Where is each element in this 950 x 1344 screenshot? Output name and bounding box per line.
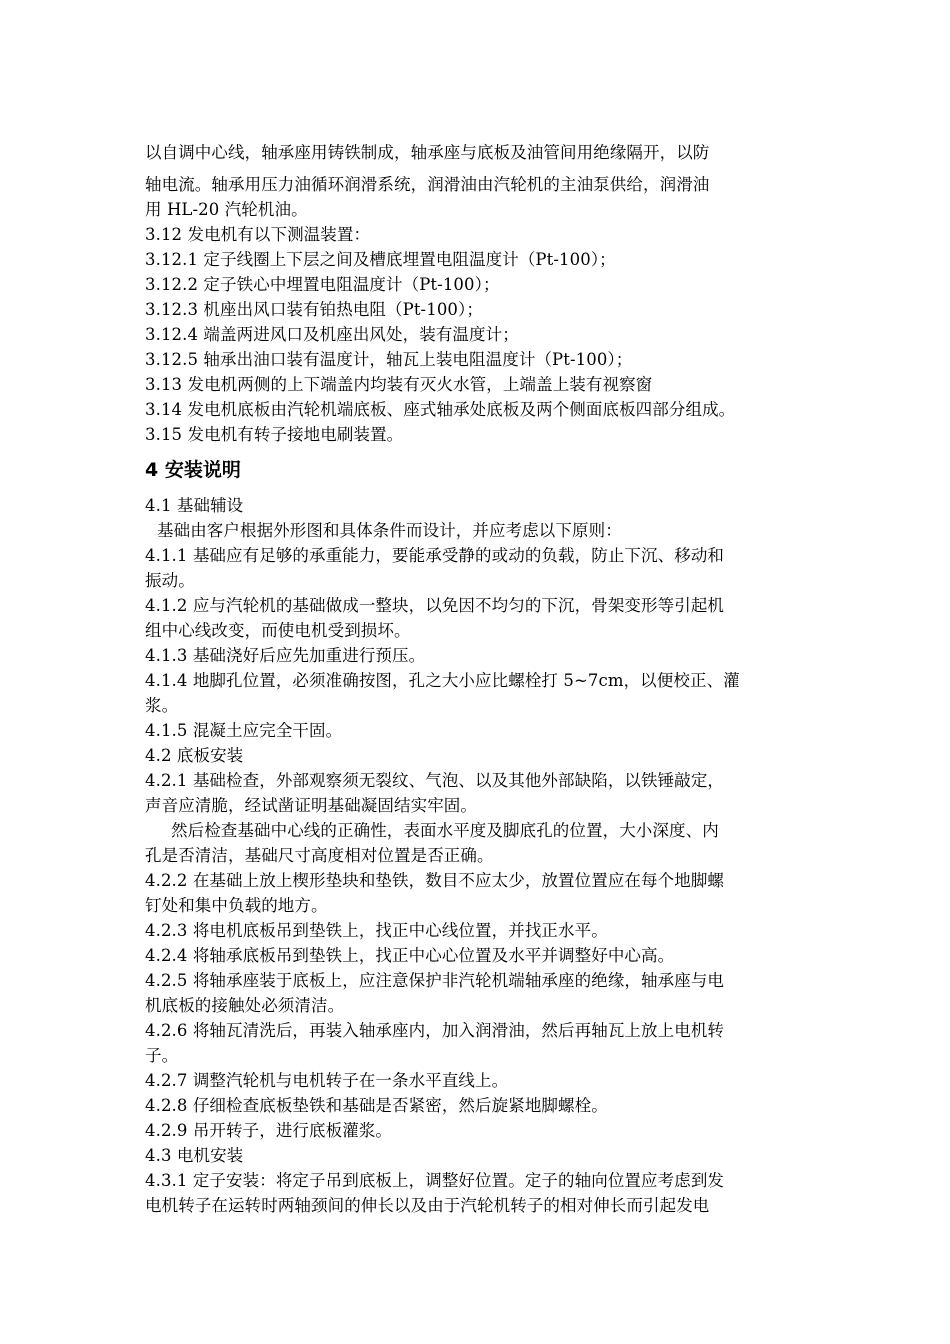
text-line: 4.2.9 吊开转子，进行底板灌浆。 [145, 1121, 393, 1140]
text-line: 3.12 发电机有以下测温装置： [145, 225, 371, 244]
text-line: 然后检查基础中心线的正确性，表面水平度及脚底孔的位置，大小深度、内 [171, 821, 719, 840]
text-line: 4.1.5 混凝土应完全干固。 [145, 721, 343, 740]
text-line: 4.1.4 地脚孔位置，必须准确按图，孔之大小应比螺栓打 5~7cm，以便校正、灌 [145, 671, 740, 690]
text-line: 3.13 发电机两侧的上下端盖内均装有灭火水管，上端盖上装有视察窗 [145, 375, 653, 394]
text-line: 4.2.1 基础检查，外部观察须无裂纹、气泡、以及其他外部缺陷，以铁锤敲定， [145, 771, 725, 790]
document-page [145, 138, 813, 1218]
text-line: 3.12.1 定子线圈上下层之间及槽底埋置电阻温度计（Pt-100）； [145, 250, 616, 269]
text-line: 4.2.7 调整汽轮机与电机转子在一条水平直线上。 [145, 1071, 509, 1090]
document-body-after-heading [145, 493, 813, 1218]
text-line: 4.2.8 仔细检查底板垫铁和基础是否紧密，然后旋紧地脚螺栓。 [145, 1096, 608, 1115]
text-line: 孔是否清洁，基础尺寸高度相对位置是否正确。 [145, 846, 494, 865]
text-line: 4.1 基础辅设 [145, 496, 244, 515]
text-line: 子。 [145, 1046, 179, 1065]
text-line: 4.3 电机安装 [145, 1146, 244, 1165]
text-line: 钉处和集中负载的地方。 [145, 896, 328, 915]
text-line: 4.1.1 基础应有足够的承重能力，要能承受静的或动的负载，防止下沉、移动和 [145, 546, 725, 565]
text-line: 3.15 发电机有转子接地电刷装置。 [145, 425, 404, 444]
text-line: 4.2 底板安装 [145, 746, 244, 765]
section-heading: 4 安装说明 [145, 459, 241, 481]
text-line: 电机转子在运转时两轴颈间的伸长以及由于汽轮机转子的相对伸长而引起发电 [145, 1196, 710, 1215]
text-line: 用 HL-20 汽轮机油。 [145, 200, 308, 219]
text-line: 3.12.5 轴承出油口装有温度计，轴瓦上装电阻温度计（Pt-100）； [145, 350, 633, 369]
text-line: 4.2.5 将轴承座装于底板上，应注意保护非汽轮机端轴承座的绝缘，轴承座与电 [145, 971, 725, 990]
text-line: 声音应清脆，经试凿证明基础凝固结实牢固。 [145, 796, 477, 815]
document-body-before-heading [145, 138, 813, 447]
text-line: 4.3.1 定子安装：将定子吊到底板上，调整好位置。定子的轴向位置应考虑到发 [145, 1171, 725, 1190]
text-line: 4.2.2 在基础上放上楔形垫块和垫铁，数目不应太少，放置位置应在每个地脚螺 [145, 871, 725, 890]
text-line: 3.12.4 端盖两进风口及机座出风处，装有温度计； [145, 325, 519, 344]
text-line: 轴电流。轴承用压力油循环润滑系统，润滑油由汽轮机的主油泵供给，润滑油 [145, 175, 710, 194]
text-line: 振动。 [145, 571, 195, 590]
text-line: 4.2.3 将电机底板吊到垫铁上，找正中心线位置，并找正水平。 [145, 921, 608, 940]
text-line: 基础由客户根据外形图和具体条件而设计，并应考虑以下原则： [157, 521, 622, 540]
text-line: 以自调中心线，轴承座用铸铁制成，轴承座与底板及油管间用绝缘隔开，以防 [145, 143, 710, 162]
text-line: 3.12.3 机座出风口装有铂热电阻（Pt-100）； [145, 300, 483, 319]
text-line: 组中心线改变，而使电机受到损坏。 [145, 621, 411, 640]
text-line: 浆。 [145, 696, 179, 715]
text-line: 3.14 发电机底板由汽轮机端底板、座式轴承处底板及两个侧面底板四部分组成。 [145, 400, 736, 419]
text-line: 3.12.2 定子铁心中埋置电阻温度计（Pt-100）； [145, 275, 500, 294]
text-line: 4.2.4 将轴承底板吊到垫铁上，找正中心心位置及水平并调整好中心高。 [145, 946, 675, 965]
text-line: 4.1.2 应与汽轮机的基础做成一整块，以免因不均匀的下沉，骨架变形等引起机 [145, 596, 725, 615]
text-line: 4.2.6 将轴瓦清洗后，再装入轴承座内，加入润滑油，然后再轴瓦上放上电机转 [145, 1021, 725, 1040]
text-line: 机底板的接触处必须清洁。 [145, 996, 345, 1015]
text-line: 4.1.3 基础浇好后应先加重进行预压。 [145, 646, 426, 665]
